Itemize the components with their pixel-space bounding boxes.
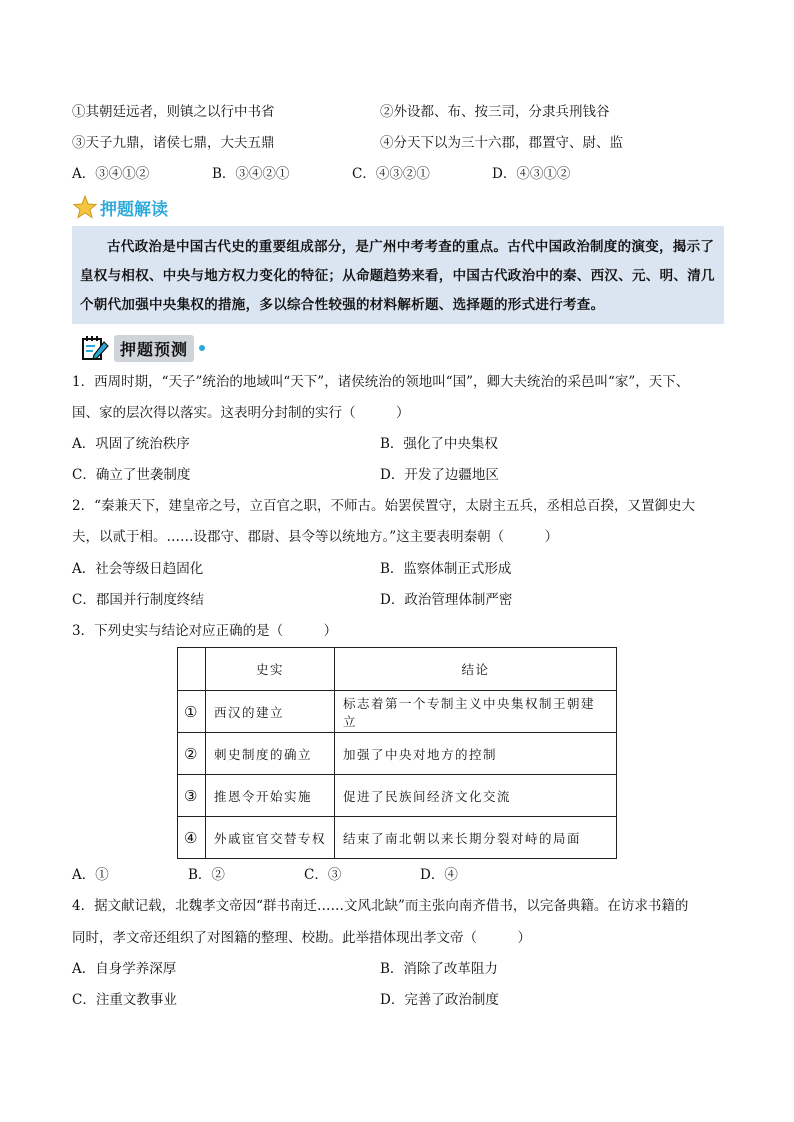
table-cell-number: ③ (178, 775, 206, 817)
q2-option-c: C．郡国并行制度终结 (72, 592, 204, 608)
table-cell-conclusion: 加强了中央对地方的控制 (334, 733, 616, 775)
option-1: ①其朝廷远者，则镇之以行中书省 (72, 104, 275, 120)
answer-b: B．③④②① (212, 166, 290, 182)
table-cell-fact: 外戚宦官交替专权 (205, 817, 334, 859)
q2-option-a: A．社会等级日趋固化 (72, 561, 204, 577)
history-table (177, 647, 617, 859)
interpretation-line: 古代政治是中国古代史的重要组成部分，是广州中考考查的重点。古代中国政治制度的演变，揭示了 (107, 239, 715, 255)
table-row (178, 775, 617, 817)
interpretation-line: 皇权与相权、中央与地方权力变化的特征；从命题趋势来看，中国古代政治中的秦、西汉、元、明、清几 (80, 268, 715, 284)
interpretation-header (72, 194, 168, 220)
table-header-cell: 结论 (334, 648, 616, 691)
table-header-row (178, 648, 617, 691)
q1-option-d: D．开发了边疆地区 (380, 467, 499, 483)
table-row (178, 817, 617, 859)
table-row (178, 691, 617, 733)
table-header-cell: 史实 (205, 648, 334, 691)
answer-c: C．④③②① (352, 166, 430, 182)
q1-option-c: C．确立了世袭制度 (72, 467, 191, 483)
q1-option-b: B．强化了中央集权 (380, 436, 498, 452)
q4-option-c: C．注重文教事业 (72, 992, 177, 1008)
q4-option-a: A．自身学养深厚 (72, 961, 177, 977)
table-cell-number: ④ (178, 817, 206, 859)
table-row (178, 733, 617, 775)
q3-option-a: A．① (72, 867, 109, 883)
table-cell-number: ② (178, 733, 206, 775)
answer-a: A．③④①② (72, 166, 150, 182)
interpretation-line: 个朝代加强中央集权的措施，多以综合性较强的材料解析题、选择题的形式进行考查。 (80, 297, 605, 313)
table-cell-conclusion: 结束了南北朝以来长期分裂对峙的局面 (334, 817, 616, 859)
q2-option-d: D．政治管理体制严密 (380, 592, 513, 608)
q4-option-d: D．完善了政治制度 (380, 992, 499, 1008)
q3-option-b: B．② (188, 867, 225, 883)
q4-stem: 4．据文献记载，北魏孝文帝因“群书南迁……文风北缺”而主张向南齐借书，以完备典籍。在访求书籍的 (72, 898, 689, 914)
option-3: ③天子九鼎，诸侯七鼎，大夫五鼎 (72, 135, 275, 151)
option-2: ②外设都、布、按三司，分隶兵刑钱谷 (380, 104, 610, 120)
q3-option-c: C．③ (304, 867, 342, 883)
table-cell-fact: 刺史制度的确立 (205, 733, 334, 775)
q1-stem: 国、家的层次得以落实。这表明分封制的实行（ ） (72, 405, 410, 421)
table-cell-fact: 推恩令开始实施 (205, 775, 334, 817)
blue-dot-icon (199, 345, 205, 351)
q4-stem: 同时，孝文帝还组织了对图籍的整理、校勘。此举措体现出孝文帝（ ） (72, 930, 531, 946)
q2-option-b: B．监察体制正式形成 (380, 561, 512, 577)
prediction-header (80, 334, 205, 362)
q2-stem: 2．“秦兼天下，建皇帝之号，立百官之职，不师古。始罢侯置守，太尉主五兵，丞相总百揆，又置御史大 (72, 498, 695, 514)
option-4: ④分天下以为三十六郡，郡置守、尉、监 (380, 135, 623, 151)
q2-stem: 夫，以贰于相。……设郡守、郡尉、县令等以统地方。”这主要表明秦朝（ ） (72, 529, 559, 545)
table-cell-number: ① (178, 691, 206, 733)
q3-option-d: D．④ (420, 867, 458, 883)
answer-d: D．④③①② (492, 166, 571, 182)
table-cell-conclusion: 标志着第一个专制主义中央集权制王朝建立 (334, 691, 616, 733)
prediction-title: 押题预测 (114, 335, 194, 362)
interpretation-title: 押题解读 (100, 199, 168, 220)
q4-option-b: B．消除了改革阻力 (380, 961, 498, 977)
star-icon (72, 194, 98, 220)
interpretation-box (72, 226, 724, 324)
q1-option-a: A．巩固了统治秩序 (72, 436, 190, 452)
table-header-cell (178, 648, 206, 691)
q3-stem: 3．下列史实与结论对应正确的是（ ） (72, 623, 338, 639)
table-cell-conclusion: 促进了民族间经济文化交流 (334, 775, 616, 817)
table-cell-fact: 西汉的建立 (205, 691, 334, 733)
notebook-pencil-icon (80, 334, 110, 362)
q1-stem: 1．西周时期，“天子”统治的地域叫“天下”，诸侯统治的领地叫“国”，卿大夫统治的采邑叫“家”，天下、 (72, 374, 690, 390)
